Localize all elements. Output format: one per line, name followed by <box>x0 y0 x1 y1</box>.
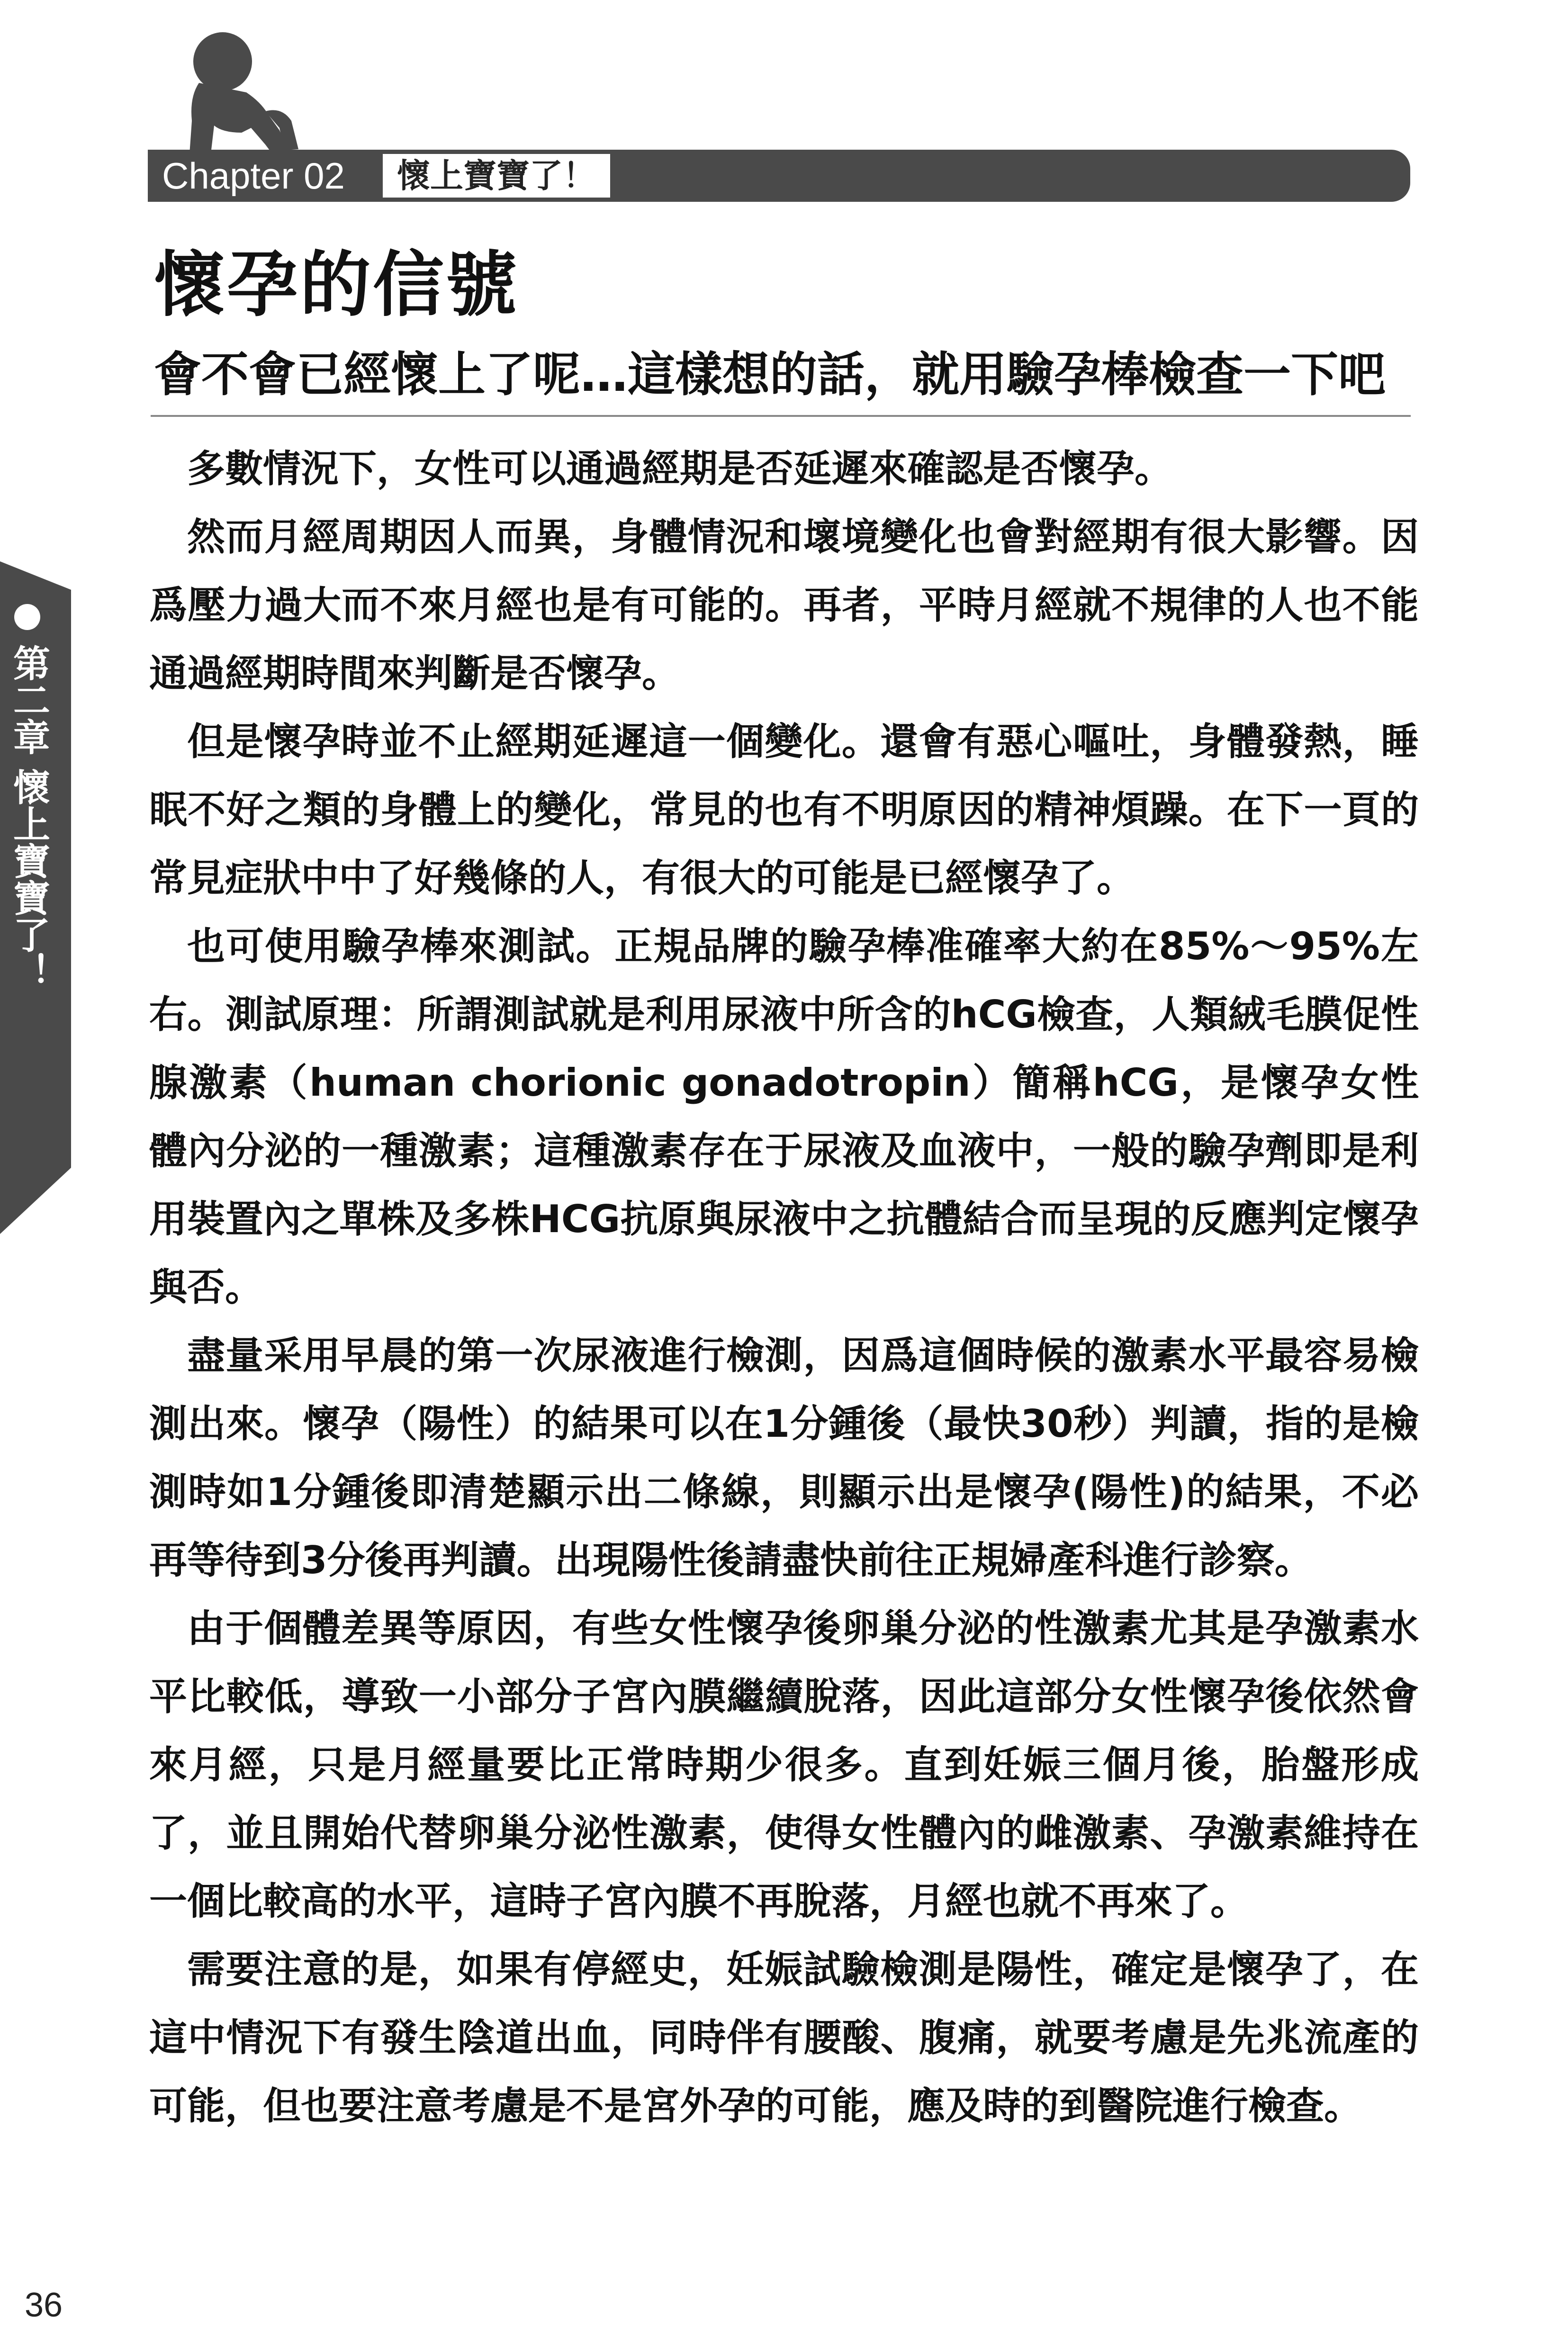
article-body <box>149 435 1419 2140</box>
side-tab-label: 第二章 懷上寶寶了！ <box>7 644 50 990</box>
paragraph: 但是懷孕時並不止經期延遲這一個變化。還會有惡心嘔吐，身體發熱，睡眠不好之類的身體上的變化，常見的也有不明原因的精神煩躁。在下一頁的常見症狀中中了好幾條的人，有很大的可能是已經懷孕了。 <box>149 720 1419 900</box>
paragraph: 由于個體差異等原因，有些女性懷孕後卵巢分泌的性激素尤其是孕激素水平比較低，導致一小部分子宮內膜繼續脫落，因此這部分女性懷孕後依然會來月經，只是月經量要比正常時期少很多。直到妊娠三個月後，胎盤形成了，並且開始代替卵巢分泌性激素，使得女性體內的雌激素、孕激素維持在一個比較高的水平，這時子宮內膜不再脫落，月經也就不再來了。 <box>149 1606 1419 1923</box>
page-subtitle: 會不會已經懷上了呢…這樣想的話，就用驗孕棒檢查一下吧 <box>154 347 1386 402</box>
side-tab-bullet-icon <box>14 604 40 630</box>
chapter-label: Chapter 02 <box>162 155 345 197</box>
paragraph: 盡量采用早晨的第一次尿液進行檢測，因爲這個時候的激素水平最容易檢測出來。懷孕（陽性）的結果可以在1分鍾後（最快30秒）判讀，指的是檢測時如1分鍾後即清楚顯示出二條線，則顯示出是懷孕(陽性)的結果，不必再等待到3分後再判讀。出現陽性後請盡快前往正規婦產科進行診察。 <box>149 1334 1419 1582</box>
paragraph: 多數情況下，女性可以通過經期是否延遲來確認是否懷孕。 <box>187 447 1172 491</box>
chapter-title: 懷上寶寶了！ <box>397 156 596 195</box>
paragraph: 然而月經周期因人而異，身體情況和壞境變化也會對經期有很大影響。因爲壓力過大而不來月經也是有可能的。再者，平時月經就不規律的人也不能通過經期時間來判斷是否懷孕。 <box>149 515 1419 695</box>
baby-silhouette-icon <box>171 26 317 163</box>
page-title: 懷孕的信號 <box>154 244 519 326</box>
paragraph: 需要注意的是，如果有停經史，妊娠試驗檢測是陽性，確定是懷孕了，在這中情況下有發生陰道出血，同時伴有腰酸、腹痛，就要考慮是先兆流產的可能，但也要注意考慮是不是宮外孕的可能，應及時的到醫院進行檢查。 <box>149 1947 1419 2128</box>
page-number: 36 <box>25 2286 63 2324</box>
paragraph: 也可使用驗孕棒來測試。正規品牌的驗孕棒准確率大約在85%～95%左右。測試原理：所謂測試就是利用尿液中所含的hCG檢查，人類絨毛膜促性腺激素（human chorionic gonadotropin）簡稱hCG，是懷孕女性體內分泌的一種激素；這種激素存在于尿液及血液中，一般的驗孕劑即是利用裝置內之單株及多株HCG抗原與尿液中之抗體結合而呈現的反應判定懷孕與否。 <box>149 924 1419 1309</box>
divider <box>151 415 1411 417</box>
